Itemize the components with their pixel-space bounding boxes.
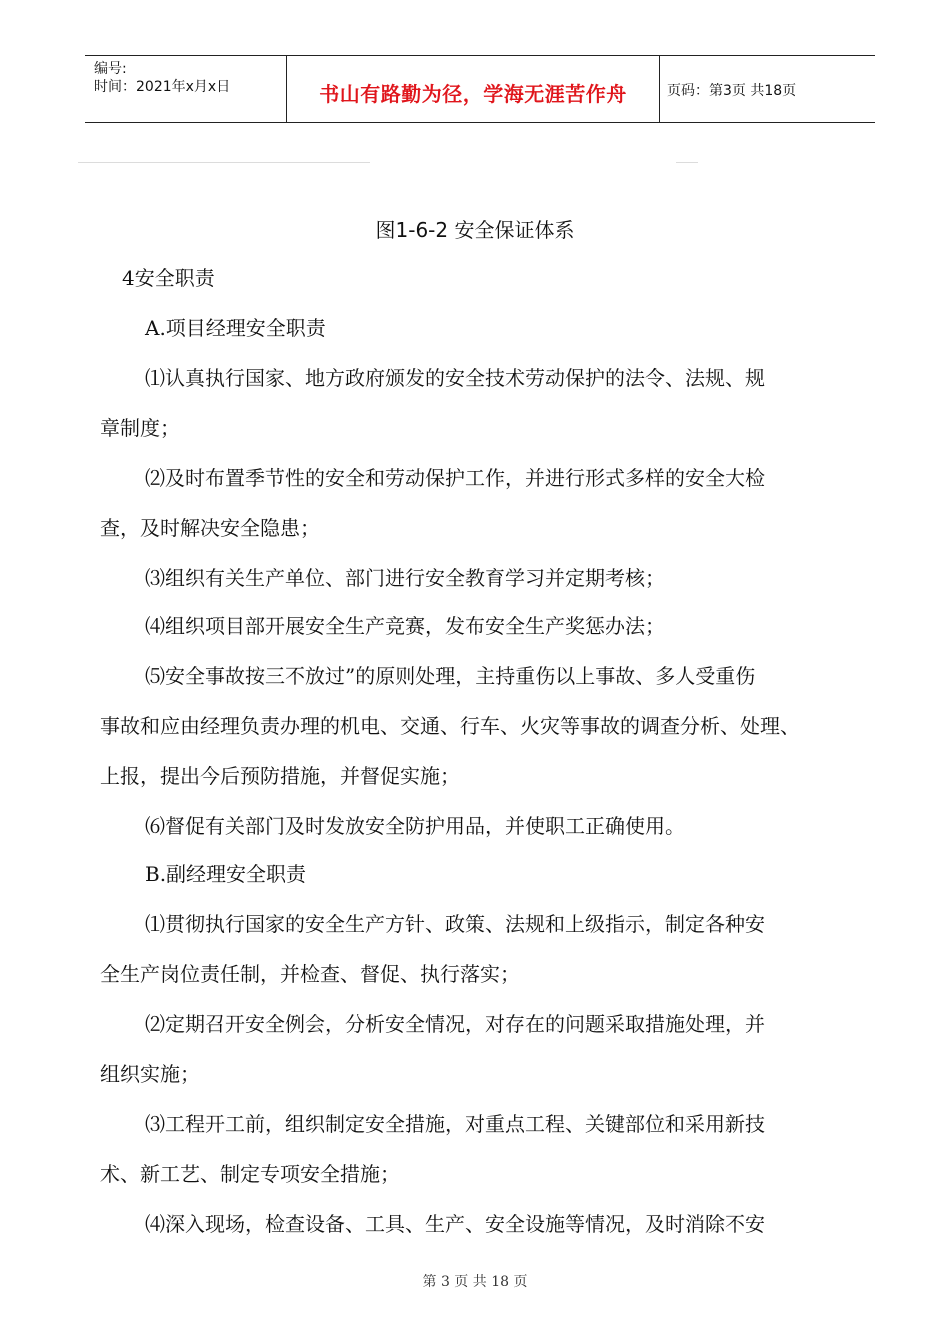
paragraph-line: ⑶工程开工前，组织制定安全措施，对重点工程、关键部位和采用新技 xyxy=(145,1112,765,1136)
paragraph-line: 术、新工艺、制定专项安全措施； xyxy=(100,1162,400,1186)
page-header xyxy=(85,55,875,123)
paragraph-line: ⑵定期召开安全例会，分析安全情况，对存在的问题采取措施处理，并 xyxy=(145,1012,765,1036)
paragraph-line: ⑷深入现场，检查设备、工具、生产、安全设施等情况，及时消除不安 xyxy=(145,1212,765,1236)
faint-rule-left xyxy=(78,162,370,163)
section-heading: 4安全职责 xyxy=(122,266,215,290)
paragraph-line: 章制度； xyxy=(100,416,180,440)
paragraph-line: 组织实施； xyxy=(100,1062,200,1086)
document-number-label: 编号: xyxy=(94,61,127,77)
faint-rule-right xyxy=(676,162,698,163)
subsection-heading: B.副经理安全职责 xyxy=(145,862,307,886)
paragraph-line: ⑸安全事故按三不放过”的原则处理，主持重伤以上事故、多人受重伤 xyxy=(145,664,756,688)
figure-caption: 图1-6-2 安全保证体系 xyxy=(375,218,575,242)
header-page-cell xyxy=(659,56,875,122)
header-page-info: 页码：第3页 共18页 xyxy=(667,83,797,99)
header-motto: 书山有路勤为径，学海无涯苦作舟 xyxy=(319,82,627,106)
paragraph-line: ⑴认真执行国家、地方政府颁发的安全技术劳动保护的法令、法规、规 xyxy=(145,366,765,390)
paragraph-line: ⑴贯彻执行国家的安全生产方针、政策、法规和上级指示，制定各种安 xyxy=(145,912,765,936)
paragraph-line: ⑷组织项目部开展安全生产竞赛，发布安全生产奖惩办法； xyxy=(145,614,665,638)
header-meta-cell xyxy=(85,56,285,122)
paragraph-line: 查，及时解决安全隐患； xyxy=(100,516,320,540)
header-motto-cell xyxy=(286,56,660,122)
document-time-label: 时间：2021年x月x日 xyxy=(94,79,231,95)
paragraph-line: 全生产岗位责任制，并检查、督促、执行落实； xyxy=(100,962,520,986)
page-footer: 第 3 页 共 18 页 xyxy=(422,1274,528,1290)
paragraph-line: ⑹督促有关部门及时发放安全防护用品，并使职工正确使用。 xyxy=(145,814,685,838)
paragraph-line: 上报，提出今后预防措施，并督促实施； xyxy=(100,764,460,788)
subsection-heading: A.项目经理安全职责 xyxy=(145,316,326,340)
paragraph-line: ⑶组织有关生产单位、部门进行安全教育学习并定期考核； xyxy=(145,566,665,590)
paragraph-line: 事故和应由经理负责办理的机电、交通、行车、火灾等事故的调查分析、处理、 xyxy=(100,714,800,738)
paragraph-line: ⑵及时布置季节性的安全和劳动保护工作，并进行形式多样的安全大检 xyxy=(145,466,765,490)
